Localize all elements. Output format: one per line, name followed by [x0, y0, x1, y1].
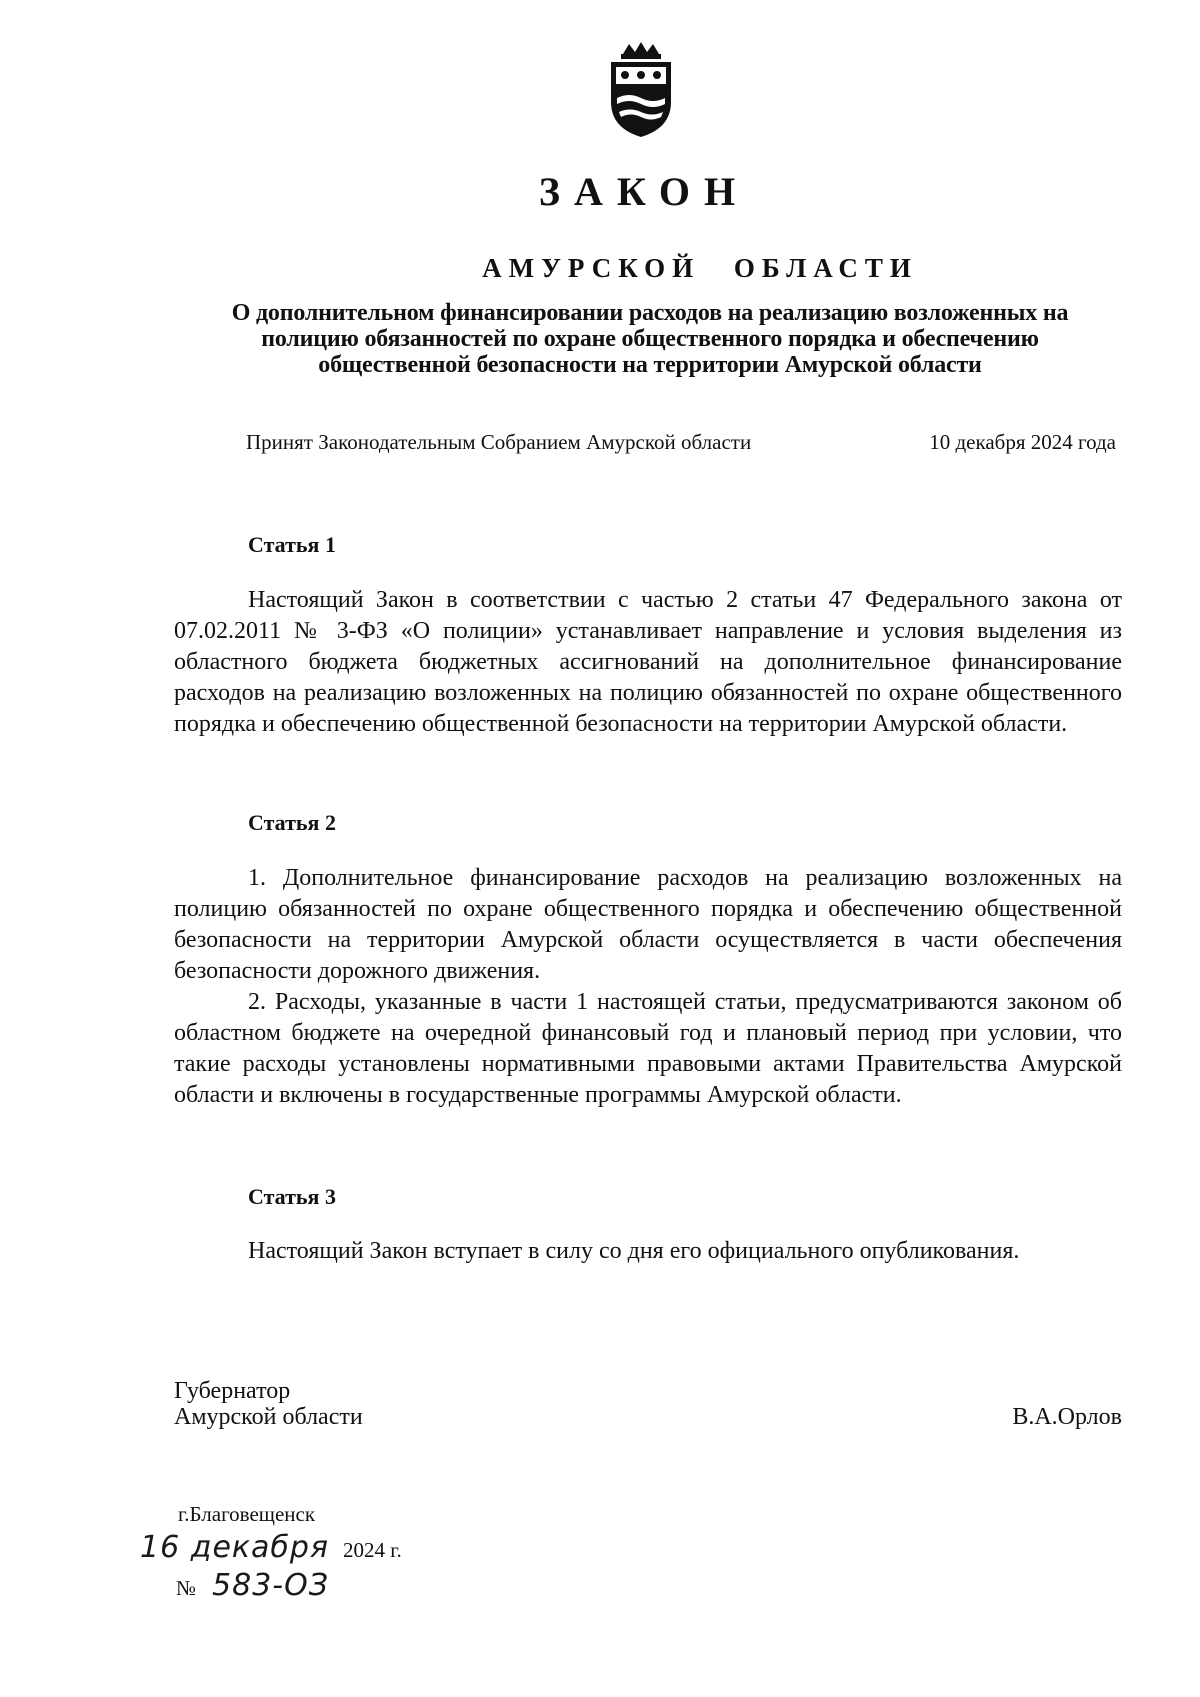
signing-year: 2024 г.	[343, 1538, 402, 1562]
signatory-name: В.А.Орлов	[1012, 1404, 1122, 1430]
article-3-paragraph: Настоящий Закон вступает в силу со дня его официального опубликования.	[248, 1238, 1020, 1264]
signatory-position-line-2: Амурской области	[174, 1404, 363, 1430]
law-number	[176, 1568, 329, 1603]
place-of-signing: г.Благовещенск	[178, 1502, 316, 1526]
adoption-line	[246, 430, 1116, 455]
article-2-heading: Статья 2	[248, 810, 336, 835]
article-3-heading: Статья 3	[248, 1184, 336, 1209]
article-2-paragraph-1: 1. Дополнительное финансирование расходов на реализацию возложенных на полицию обязанностей по охране общественного порядка и обеспечению общественной безопасности на территории Амурской области осуществляется в части обеспечения безопасности дорожного движения.	[174, 865, 1122, 984]
handwritten-date: 16 декабря	[140, 1530, 330, 1565]
article-1-heading: Статья 1	[248, 532, 336, 557]
handwritten-number: 583-ОЗ	[212, 1568, 329, 1603]
adoption-date: 10 декабря 2024 года	[929, 430, 1116, 454]
signatory-position	[174, 1378, 363, 1430]
coat-of-arms-icon	[601, 40, 681, 140]
article-2-paragraph-2: 2. Расходы, указанные в части 1 настоящей статьи, предусматриваются законом об областном бюджете на очередной финансовый год и плановый период при условии, что такие расходы установлены нормативными правовыми актами Правительства Амурской области и включены в государственные программы Амурской области.	[174, 989, 1122, 1108]
adoption-text: Принят Законодательным Собранием Амурской области	[246, 430, 752, 454]
region-name: АМУРСКОЙ ОБЛАСТИ	[482, 253, 918, 283]
article-1-paragraph: Настоящий Закон в соответствии с частью 2 статьи 47 Федерального закона от 07.02.2011 № 3-ФЗ «О полиции» устанавливает направление и условия выделения из областного бюджета бюджетных ассигнований на дополнительное финансирование расходов на реализацию возложенных на полицию обязанностей по охране общественного порядка и обеспечению общественной безопасности на территории Амурской области.	[174, 587, 1122, 737]
signing-date	[140, 1530, 402, 1565]
law-title: О дополнительном финансировании расходов на реализацию возложенных на полицию обязанностей по охране общественного порядка и обеспечению общественной безопасности на территории Амурской области	[231, 300, 1069, 378]
number-sign: №	[176, 1576, 197, 1600]
signatory-position-line-1: Губернатор	[174, 1378, 291, 1404]
document-type: ЗАКОН	[538, 169, 750, 214]
